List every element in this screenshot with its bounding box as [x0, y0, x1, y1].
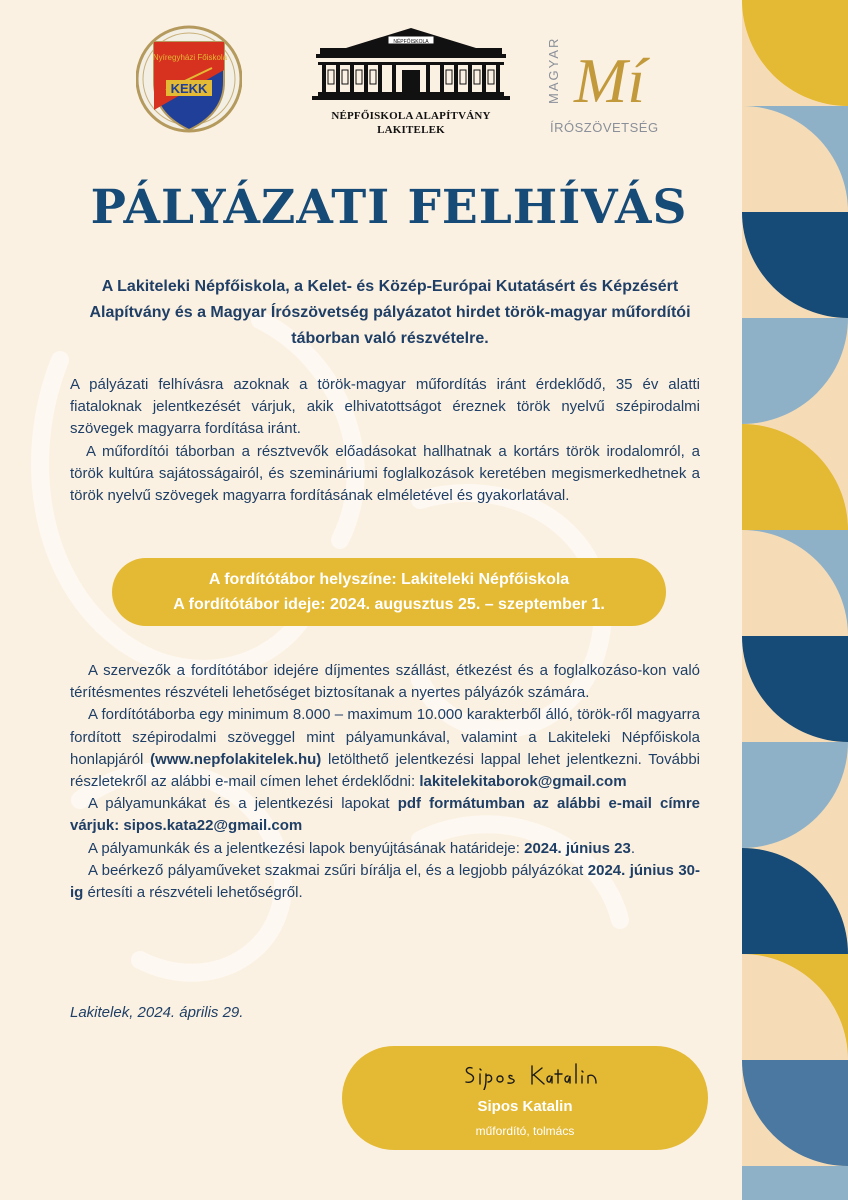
camp-location: A fordítótábor helyszíne: Lakiteleki Népfőiskola [208, 571, 570, 588]
result-date: 2024. június 30-ig [70, 861, 700, 902]
details-paragraph-1: A szervezők a fordítótábor idejére díjmentes szállást, étkezést és a foglalkozáso-kon való térítésmentes részvételi lehetőséget biztosítanak a nyertes pályázók számára. [70, 662, 700, 702]
deadline-date: 2024. június 23 [524, 839, 631, 857]
nepf-caption-line1: NÉPFŐISKOLA ALAPÍTVÁNY [331, 110, 491, 122]
intro-paragraph-1: A pályázati felhívásra azoknak a török-magyar műfordítás iránt érdeklődő, 35 év alatti fiataloknak jelentkezését várjuk, akik elhivatottságot éreznek török nyelvű szépirodalmi szövegek magyarra fordítása iránt. [70, 376, 700, 438]
lead-paragraph: A Lakiteleki Népfőiskola, a Kelet- és Közép-Európai Kutatásért és Képzésért Alapítvány és a Magyar Írószövetség pályázatot hirdet török-magyar műfordítói táborban való részvételre. [89, 278, 691, 347]
mi-vertical-text: MAGYAR [546, 36, 561, 104]
submission-email[interactable]: pdf formátumban az alábbi e-mail címre várjuk: sipos.kata22@gmail.com [70, 795, 701, 835]
text-span: A fordítótáborba egy minimum 8.000 – maximum 10.000 karakterből álló, török-ről magyarra fordított szépirodalmi szöveggel mint pályamunkával, valamint a Lakiteleki Népfőiskola honlapjáról [70, 706, 700, 768]
details-section [70, 660, 700, 904]
signer-role: műfordító, tolmács [475, 1124, 575, 1138]
details-paragraph-5 [70, 860, 700, 904]
website-link[interactable]: (www.nepfolakitelek.hu) [150, 750, 322, 768]
camp-info-box [112, 558, 666, 626]
place-date: Lakitelek, 2024. április 29. [70, 1004, 244, 1021]
logo-bar [0, 18, 742, 148]
details-paragraph-3 [70, 793, 700, 837]
page-title: PÁLYÁZATI FELHÍVÁS [90, 180, 688, 235]
nepfoiskola-logo [306, 22, 516, 142]
irojszovetseg-logo [540, 24, 680, 144]
text-span: A pályamunkákat és a jelentkezési lapokat [88, 795, 398, 813]
signer-name: Sipos Katalin [477, 1098, 573, 1115]
mi-bottom-text: ÍRÓSZÖVETSÉG [550, 120, 659, 135]
kekk-ring-text: Nyíregyházi Főiskola [152, 53, 228, 62]
background-ornament [0, 240, 740, 1040]
intro-section [70, 374, 700, 507]
camp-dates: A fordítótábor ideje: 2024. augusztus 25. – szeptember 1. [173, 596, 605, 613]
intro-paragraph-2: A műfordítói táborban a résztvevők előadásokat hallhatnak a kortárs török irodalomról, a török kultúra sajátosságairól, és szemináriumi foglalkozások keretében megismerkedhetnek a török nyelvű szövegek magyarra fordításának elméletével és gyakorlatával. [70, 442, 700, 505]
nepf-caption-line2: LAKITELEK [377, 124, 445, 136]
details-paragraph-2 [70, 704, 700, 793]
handwritten-signature [462, 1060, 602, 1090]
text-span: A pályamunkák és a jelentkezési lapok benyújtásának határideje: [88, 839, 525, 857]
kekk-logo [136, 20, 242, 138]
contact-email-link[interactable]: lakitelekitaborok@gmail.com [419, 773, 627, 791]
building-icon [306, 22, 516, 106]
kekk-label: KEKK [170, 81, 208, 96]
text-span: letölthető jelentkezési lappal lehet jelentkezni. További részletekről az alábbi e-mail címen lehet érdeklődni: [70, 750, 701, 791]
text-span: értesíti a részvételi lehetőségről. [83, 884, 303, 902]
text-span: . [630, 839, 636, 857]
text-span: A beérkező pályaműveket szakmai zsűri bírálja el, és a legjobb pályázókat [88, 861, 588, 879]
building-sign: NÉPFŐISKOLA [393, 39, 429, 45]
mi-script: Mí [574, 45, 646, 116]
signature-box [342, 1046, 708, 1150]
details-paragraph-4 [70, 838, 700, 860]
